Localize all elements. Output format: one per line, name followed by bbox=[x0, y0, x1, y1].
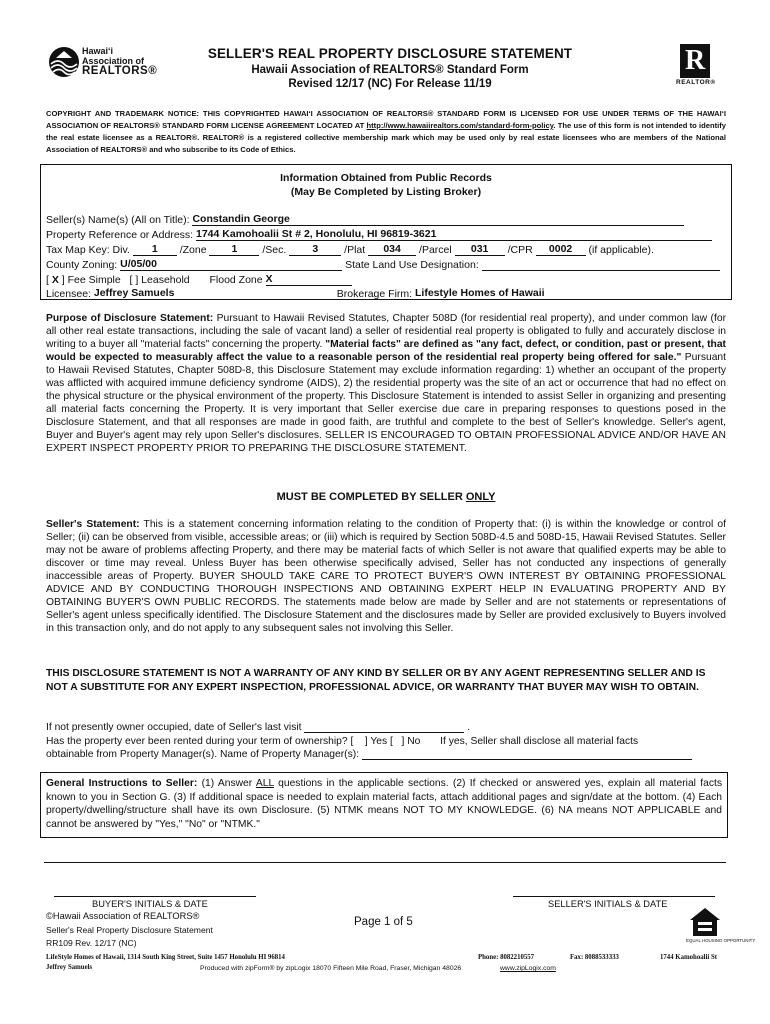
footer-property: 1744 Kamohoalii St bbox=[660, 954, 718, 961]
public-records-box bbox=[40, 164, 732, 300]
public-records-heading bbox=[41, 171, 731, 199]
purpose-text-1: Pursuant to Hawaii Revised Statutes, Chapter 508D (for residential real property), and under common law (for all other real estate transactions, including the sale of vacant land) a seller of residential real property is obligated to fully and accurately disclose in writing to a buyer all "material facts" concerning the property. bbox=[46, 313, 726, 350]
buyers-initials-label: BUYER'S INITIALS & DATE bbox=[92, 899, 208, 909]
logo-line-1: Hawai‘i bbox=[82, 46, 114, 56]
brokerage-firm-field[interactable]: Lifestyle Homes of Hawaii bbox=[415, 287, 717, 300]
sellers-field[interactable]: Constandin George bbox=[192, 213, 684, 226]
standard-form-policy-link[interactable]: http://www.hawaiirealtors.com/standard-form-policy bbox=[366, 121, 554, 130]
leasehold-label: Leasehold bbox=[141, 274, 190, 286]
county-zoning-label: County Zoning: bbox=[46, 259, 118, 271]
cpr-label: /CPR bbox=[507, 244, 533, 256]
logo-text bbox=[82, 46, 157, 76]
address-row bbox=[46, 228, 712, 241]
sellers-label: Seller(s) Name(s) (All on Title): bbox=[46, 214, 190, 226]
instructions-all: ALL bbox=[255, 778, 274, 789]
eho-caption: EQUAL HOUSING OPPORTUNITY bbox=[686, 938, 756, 943]
purpose-paragraph bbox=[46, 312, 726, 455]
licensee-field[interactable]: Jeffrey Samuels bbox=[94, 287, 334, 300]
state-land-use-field[interactable] bbox=[482, 270, 720, 271]
instructions-text-2: questions in the applicable sections. (2) If checked or answered yes, explain all material facts known to you in Section G. (3) If additional space is needed to explain material facts, attach additional pages and sign/date at the bottom. (4) Each property/dwelling/structure shall have its own Disclosure. (5) NTMK means NOT TO MY KNOWLEDGE. (6) NA means NOT APPLICABLE and cannot be answered by "Yes," "No" or "NTMK." bbox=[46, 778, 722, 830]
must-complete-heading bbox=[46, 491, 726, 503]
material-facts-definition: "Material facts" are defined as "any fact, defect, or condition, past or present, that would be expected to measurably affect the value to a reasonable person of the residential real property being offered for sale." bbox=[46, 339, 726, 363]
notice-text-1: COPYRIGHT AND TRADEMARK NOTICE: THIS COPYRIGHTED HAWAI‘I ASSOCIATION OF REALTORS® STANDARD FORM IS LICENSED FOR USE UNDER TERMS OF THE HAWAI‘I ASSOCIATION OF REALTORS® STANDARD FORM LICENSE AGREEMENT LOCATED AT bbox=[46, 109, 726, 130]
records-heading-line-1: Information Obtained from Public Records bbox=[280, 172, 492, 184]
cpr-field[interactable]: 0002 bbox=[536, 243, 586, 256]
address-label: Property Reference or Address: bbox=[46, 229, 194, 241]
purpose-lead: Purpose of Disclosure Statement: bbox=[46, 313, 214, 324]
release-info: Revised 12/17 (NC) For Release 11/19 bbox=[288, 78, 492, 90]
property-manager-row bbox=[46, 749, 692, 760]
records-heading-line-2: (May Be Completed by Listing Broker) bbox=[290, 186, 482, 198]
zoning-row bbox=[46, 258, 720, 271]
page-title: SELLER'S REAL PROPERTY DISCLOSURE STATEMENT bbox=[207, 46, 573, 61]
zone-field[interactable]: 1 bbox=[209, 243, 259, 256]
sellers-statement-paragraph bbox=[46, 518, 726, 635]
flood-zone-field[interactable]: X bbox=[266, 273, 352, 286]
footer-produced-by: Produced with zipForm® by zipLogix 18070 Fifteen Mile Road, Fraser, Michigan 48026 bbox=[200, 965, 462, 972]
licensee-label: Licensee: bbox=[46, 288, 91, 300]
logo-line-2: Association of bbox=[82, 56, 145, 66]
sellers-initials-line[interactable] bbox=[513, 896, 715, 897]
logo-line-3: REALTORS® bbox=[82, 65, 158, 77]
brokerage-firm-label: Brokerage Firm: bbox=[336, 288, 413, 300]
address-field[interactable]: 1744 Kamohoalii St # 2, Honolulu, HI 96819-3621 bbox=[196, 228, 712, 241]
rented-no-label: ] No bbox=[401, 736, 421, 747]
sec-field[interactable]: 3 bbox=[289, 243, 341, 256]
section-divider bbox=[44, 862, 726, 863]
instructions-lead: General Instructions to Seller: bbox=[46, 778, 198, 789]
parcel-field[interactable]: 031 bbox=[455, 243, 505, 256]
copyright-notice bbox=[46, 108, 726, 156]
title-block bbox=[150, 46, 630, 90]
div-field[interactable]: 1 bbox=[133, 243, 177, 256]
last-visit-field[interactable] bbox=[304, 732, 464, 733]
instructions-text-1: (1) Answer bbox=[197, 778, 256, 789]
sellers-initials-label: SELLER'S INITIALS & DATE bbox=[548, 899, 668, 909]
rented-followup: If yes, Seller shall disclose all material facts bbox=[440, 736, 639, 747]
must-complete-only: ONLY bbox=[465, 491, 496, 503]
rented-question: Has the property ever been rented during your term of ownership? [ bbox=[46, 736, 354, 747]
ziplogix-link[interactable]: www.zipLogix.com bbox=[500, 965, 556, 972]
buyers-initials-line[interactable] bbox=[54, 896, 256, 897]
county-zoning-field[interactable]: U/05/00 bbox=[120, 258, 342, 271]
page-number: Page 1 of 5 bbox=[354, 916, 413, 928]
page-subtitle: Hawaii Association of REALTORS® Standard Form bbox=[251, 64, 529, 76]
flood-zone-label: Flood Zone bbox=[209, 274, 263, 286]
not-a-warranty-paragraph: THIS DISCLOSURE STATEMENT IS NOT A WARRANTY OF ANY KIND BY SELLER OR BY ANY AGENT REPRESENTING SELLER AND IS NOT A SUBSTITUTE FOR ANY EXPERT INSPECTION, PROFESSIONAL ADVICE, OR WARRANTY THAT BUYER MAY WISH TO OBTAIN. bbox=[46, 668, 706, 693]
rented-yes-checkbox[interactable] bbox=[356, 736, 365, 747]
property-manager-field[interactable] bbox=[362, 759, 692, 760]
footer-form-code: RR109 Rev. 12/17 (NC) bbox=[46, 938, 137, 948]
footer-brokerage-line: LifeStyle Homes of Hawaii, 1314 South King Street, Suite 1457 Honolulu HI 96814 bbox=[46, 954, 285, 961]
tax-map-key-row bbox=[46, 243, 654, 256]
sellers-statement-text: This is a statement concerning information relating to the condition of Property that: (i) is within the knowledge or control of Seller; (ii) can be observed from visible, accessible areas; or (iii) which is required by Section 508D-4.5 and 508D-15, Hawaii Revised Statutes. Seller may not be aware of problems affecting Property, and there may be material facts of which Seller is not aware that qualified experts may be able to discover or time may reveal. Unless Buyer has been otherwise specifically advised, Seller has not conducted any inspections of generally inaccessible areas of Property. BUYER SHOULD TAKE CARE TO PROTECT BUYER'S OWN INTEREST BY OBTAINING PROFESSIONAL ADVICE AND BY CONDUCTING THOROUGH INSPECTIONS AND OBTAINING EXPERT HELP IN EVALUATING PROPERTY AND BY OBTAINING BUYER'S OWN PUBLIC RECORDS. The statements made below are made by Seller and are not statements or representations of Seller's agent unless specifically identified. The Disclosure Statement and the disclosures made by Seller are provided exclusively to Buyers involved in this transaction only, and do not apply to any subsequent sales not involving this Seller. bbox=[46, 519, 727, 634]
notice-text-2: . The use of this form is not intended to identify the real estate licensee as a REALTOR®. REALTOR® is a registered collective membership mark which may be used only by real estate licensees who are members of the National Association of REALTORS® and who subscribe to its Code of Ethics. bbox=[46, 121, 726, 154]
parcel-label: /Parcel bbox=[419, 244, 452, 256]
footer-agent-name: Jeffrey Samuels bbox=[46, 964, 93, 971]
sellers-statement-lead: Seller's Statement: bbox=[46, 519, 140, 530]
fee-simple-checkbox[interactable]: [ X ] bbox=[46, 274, 65, 286]
plat-label: /Plat bbox=[344, 244, 366, 256]
licensee-row bbox=[46, 287, 717, 300]
last-visit-label: If not presently owner occupied, date of Seller's last visit bbox=[46, 722, 302, 733]
realtor-caption: REALTOR® bbox=[676, 79, 716, 86]
rented-row bbox=[46, 736, 638, 747]
realtor-mark-letter: R bbox=[685, 45, 706, 76]
purpose-text-2: Pursuant to Hawaii Revised Statutes, Chapter 508D-8, this Disclosure Statement may exclude information regarding: 1) whether an occupant of the property was afflicted with acquired immune deficiency syndrome (AIDS), 2) the residential property was the site of an act or occurrence that had no effect on the physical structure or the physical environment of the property. This Disclosure Statement is intended to assist Seller in organizing and presenting all material facts concerning the Property. It is very important that Seller exercise due care in preparing responses to questions posed in the Disclosure Statement, and that all responses are made in good faith, are truthful and complete to the best of Seller's knowledge. Seller's agent, Buyer and Buyer's agent may rely upon Seller's disclosures. SELLER IS ENCOURAGED TO OBTAIN PROFESSIONAL ADVICE AND/OR HAVE AN EXPERT INSPECT PROPERTY PRIOR TO PREPARING THE DISCLOSURE STATEMENT. bbox=[46, 352, 727, 454]
footer-fax: Fax: 8088533333 bbox=[570, 954, 619, 961]
realtor-logo bbox=[676, 44, 722, 92]
realtor-r-icon bbox=[680, 44, 710, 78]
hawaii-realtors-logo-icon bbox=[48, 46, 80, 78]
fee-simple-label: Fee Simple bbox=[67, 274, 121, 286]
leasehold-checkbox[interactable]: [ ] bbox=[123, 274, 139, 286]
hawaii-realtors-logo bbox=[48, 46, 158, 80]
footer-phone: Phone: 8082210557 bbox=[478, 954, 535, 961]
state-land-use-label: State Land Use Designation: bbox=[345, 259, 479, 271]
tenure-row bbox=[46, 273, 352, 286]
plat-field[interactable]: 034 bbox=[368, 243, 416, 256]
tmk-label: Tax Map Key: Div. bbox=[46, 244, 130, 256]
property-manager-label: obtainable from Property Manager(s). Name of Property Manager(s): bbox=[46, 749, 360, 760]
zone-label: /Zone bbox=[179, 244, 207, 256]
rented-yes-label: ] Yes [ bbox=[364, 736, 393, 747]
fee-simple-check-mark: X bbox=[51, 274, 59, 286]
if-applicable-text: (if applicable). bbox=[588, 244, 654, 256]
must-complete-text: MUST BE COMPLETED BY SELLER bbox=[276, 491, 466, 503]
footer-form-name: Seller's Real Property Disclosure Statement bbox=[46, 925, 213, 935]
footer-copyright: ©Hawaii Association of REALTORS® bbox=[46, 911, 200, 921]
sellers-row bbox=[46, 213, 684, 226]
last-visit-row: If not presently owner occupied, date of Seller's last visit . bbox=[46, 722, 471, 733]
sec-label: /Sec. bbox=[262, 244, 287, 256]
general-instructions-box bbox=[40, 772, 728, 838]
